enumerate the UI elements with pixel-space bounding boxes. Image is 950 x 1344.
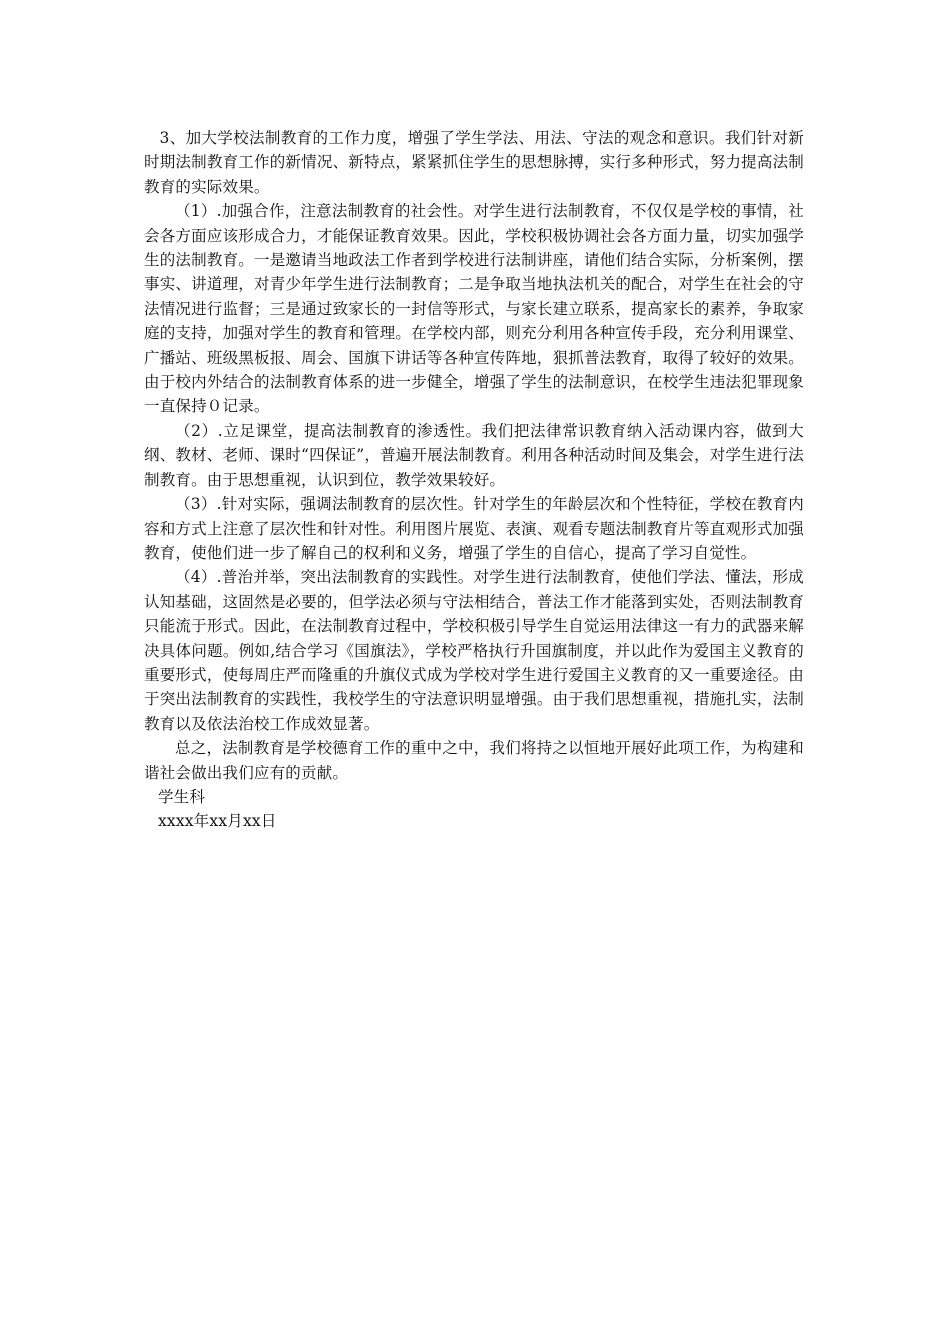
paragraph-conclusion: 总之，法制教育是学校德育工作的重中之中，我们将持之以恒地开展好此项工作，为构建和谐社会做出我们应有的贡献。	[144, 739, 804, 782]
paragraph-item-2: （2）.立足课堂，提高法制教育的渗透性。我们把法律常识教育纳入活动课内容，做到大纲、教材、老师、课时“四保证”，普遍开展法制教育。利用各种活动时间及集会，对学生进行法制教育。由于思想重视，认识到位，教学效果较好。	[144, 421, 804, 489]
document-page	[144, 126, 804, 834]
signature-date: xxxx年xx月xx日	[157, 812, 277, 831]
paragraph-item-3: （3）.针对实际，强调法制教育的层次性。针对学生的年龄层次和个性特征，学校在教育内容和方式上注意了层次性和针对性。利用图片展览、表演、观看专题法制教育片等直观形式加强教育，使他们进一步了解自己的权利和义务，增强了学生的自信心，提高了学习自觉性。	[144, 495, 804, 562]
signature-department: 学生科	[157, 787, 206, 806]
paragraph-item-1: （1）.加强合作，注意法制教育的社会性。对学生进行法制教育，不仅仅是学校的事情，社会各方面应该形成合力，才能保证教育效果。因此，学校积极协调社会各方面力量，切实加强学生的法制教育。一是邀请当地政法工作者到学校进行法制讲座，请他们结合实际，分析案例，摆事实、讲道理，对青少年学生进行法制教育；二是争取当地执法机关的配合，对学生在社会的守法情况进行监督；三是通过致家长的一封信等形式，与家长建立联系，提高家长的素养，争取家庭的支持，加强对学生的教育和管理。在学校内部，则充分利用各种宣传手段，充分利用课堂、广播站、班级黑板报、周会、国旗下讲话等各种宣传阵地，狠抓普法教育，取得了较好的效果。由于校内外结合的法制教育体系的进一步健全，增强了学生的法制意识，在校学生违法犯罪现象一直保持０记录。	[144, 202, 804, 416]
paragraph-intro: 3、加大学校法制教育的工作力度，增强了学生学法、用法、守法的观念和意识。我们针对新时期法制教育工作的新情况、新特点，紧紧抓住学生的思想脉搏，实行多种形式，努力提高法制教育的实际效果。	[144, 129, 804, 196]
paragraph-item-4: （4）.普治并举，突出法制教育的实践性。对学生进行法制教育，使他们学法、懂法，形成认知基础，这固然是必要的，但学法必须与守法相结合，普法工作才能落到实处，否则法制教育只能流于形式。因此，在法制教育过程中，学校积极引导学生自觉运用法律这一有力的武器来解决具体问题。例如,结合学习《国旗法》，学校严格执行升国旗制度，并以此作为爱国主义教育的重要形式，使每周庄严而隆重的升旗仪式成为学校对学生进行爱国主义教育的又一重要途径。由于突出法制教育的实践性，我校学生的守法意识明显增强。由于我们思想重视，措施扎实，法制教育以及依法治校工作成效显著。	[144, 568, 804, 733]
